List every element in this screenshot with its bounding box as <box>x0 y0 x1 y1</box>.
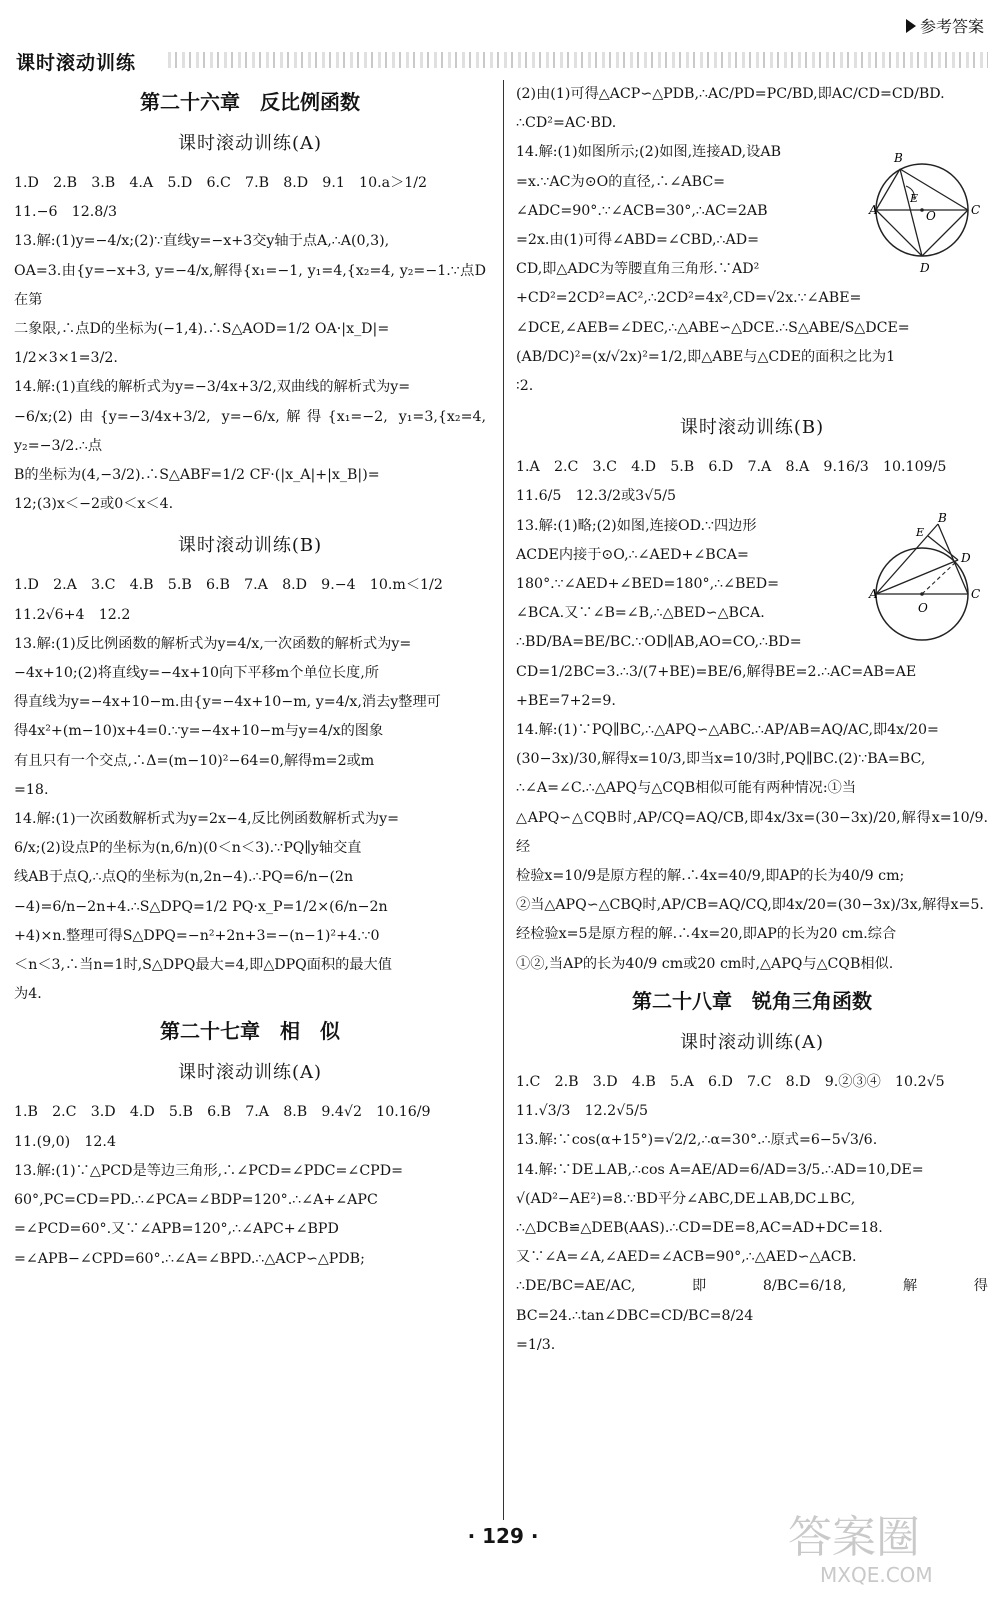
answer-line: √(AD²−AE²)=8.∵BD平分∠ABC,DE⊥AB,DC⊥BC, <box>516 1190 856 1207</box>
fig2-label-c: C <box>971 586 981 601</box>
chapter-title: 第二十八章 锐角三角函数 <box>632 988 872 1013</box>
answer-line: 1.C 2.B 3.D 4.B 5.A 6.D 7.C 8.D 9.②③④ 10.2√5 <box>516 1073 945 1090</box>
lesson-title: 课时滚动训练(A) <box>177 133 323 154</box>
answer-line: 60°,PC=CD=PD.∴∠PCA=∠BDP=120°.∴∠A+∠APC <box>14 1192 378 1209</box>
answer-line: ∠ADC=90°.∵∠ACB=30°,∴AC=2AB <box>516 202 768 219</box>
answer-line: ∴BD/BA=BE/BC.∵OD∥AB,AO=CO,∴BD= <box>516 634 802 651</box>
answer-line: 1.D 2.A 3.C 4.B 5.B 6.B 7.A 8.D 9.−4 10.m＜1/2 <box>14 577 443 594</box>
answer-line: 14.解:(1)直线的解析式为y=−3/4x+3/2,双曲线的解析式为y= <box>14 379 411 396</box>
fig2-label-o: O <box>918 600 928 615</box>
chapter-title: 第二十六章 反比例函数 <box>140 90 360 114</box>
fig2-label-e: E <box>916 525 925 539</box>
chapter-title: 第二十七章 相 似 <box>160 1019 340 1044</box>
answer-line: ∴DE/BC=AE/AC,即8/BC=6/18,解得BC=24.∴tan∠DBC=CD/BC=8/24 <box>516 1278 988 1324</box>
answer-line: (30−3x)/30,解得x=10/3,即当x=10/3时,PQ∥BC.(2)∵BA=BC, <box>516 751 926 768</box>
answer-line: 11.√3/3 12.2√5/5 <box>516 1103 649 1120</box>
lesson-title: 课时滚动训练(B) <box>177 535 323 557</box>
answer-line: (2)由(1)可得△ACP∽△PDB,∴AC/PD=PC/BD,即AC/CD=CD/BD. <box>516 86 945 102</box>
answer-line: 6/x;(2)设点P的坐标为(n,6/n)(0＜n＜3).∵PQ∥y轴交直 <box>14 840 362 857</box>
answer-line: 11.−6 12.8/3 <box>14 204 118 221</box>
answer-line: =∠APB−∠CPD=60°.∴∠A=∠BPD.∴△ACP∽△PDB; <box>14 1250 365 1267</box>
answer-line: 11.6/5 12.3/2或3√5/5 <box>516 488 677 505</box>
answer-line: −6/x;(2)由{y=−3/4x+3/2, y=−6/x,解得{x₁=−2, y₁=3,{x₂=4, y₂=−3/2.∴点 <box>14 408 491 454</box>
answer-line: ②当△APQ∽△CBQ时,AP/CB=AQ/CQ,即4x/20=(30−3x)/3x,解得x=5. <box>516 897 984 914</box>
answer-line: OA=3.由{y=−x+3, y=−4/x,解得{x₁=−1, y₁=4,{x₂=4, y₂=−1.∵点D在第 <box>14 262 486 308</box>
fig1-label-c: C <box>971 203 981 218</box>
answer-line: 12;(3)x＜−2或0＜x＜4. <box>14 496 174 513</box>
answer-line: ∴∠A=∠C.∴△APQ与△CQB相似可能有两种情况:①当 <box>516 780 857 797</box>
fig1-label-e: E <box>910 192 919 206</box>
page-number: · 129 · <box>467 1524 539 1548</box>
answer-line: −4)=6/n−2n+4.∴S△DPQ=1/2 PQ·x_P=1/2×(6/n−2n <box>14 898 388 915</box>
answer-line: 11.2√6+4 12.2 <box>14 606 131 623</box>
answer-line: −4x+10;(2)将直线y=−4x+10向下平移m个单位长度,所 <box>14 665 379 682</box>
fig2-label-b: B <box>938 510 947 525</box>
header-title: 课时滚动训练 <box>16 52 137 74</box>
answer-line: ∠DCE,∠AEB=∠DEC,∴△ABE∽△DCE.∴S△ABE/S△DCE= <box>516 319 910 336</box>
right-column <box>516 80 988 1360</box>
answer-line: 线AB于点Q,∴点Q的坐标为(n,2n−4).∴PQ=6/n−(2n <box>14 869 354 886</box>
answer-line: +BE=7+2=9. <box>516 692 616 709</box>
fig1-label-d: D <box>920 261 930 276</box>
answer-line: 14.解:(1)如图所示;(2)如图,连接AD,设AB <box>516 144 781 161</box>
answer-line: 为4. <box>14 986 42 1003</box>
header-section-text: 参考答案 <box>919 17 984 36</box>
lesson-title: 课时滚动训练(A) <box>177 1062 323 1084</box>
answer-line: B的坐标为(4,−3/2).∴S△ABF=1/2 CF·(|x_A|+|x_B|)= <box>14 467 380 484</box>
lesson-title: 课时滚动训练(B) <box>679 417 825 439</box>
answer-line: =18. <box>14 781 49 798</box>
answer-line: 180°.∵∠AED+∠BED=180°,∴∠BED= <box>516 576 780 593</box>
answer-line: 得4x²+(m−10)x+4=0.∵y=−4x+10−m与y=4/x的图象 <box>14 723 384 740</box>
fig1-label-a: A <box>869 203 878 218</box>
answer-line: 14.解:(1)∵PQ∥BC,∴△APQ∽△ABC.∴AP/AB=AQ/AC,即4x/20= <box>516 722 939 739</box>
answer-line: 1.D 2.B 3.B 4.A 5.D 6.C 7.B 8.D 9.1 10.a＞1/2 <box>14 175 428 191</box>
answer-line: =x.∵AC为⊙O的直径,∴∠ABC= <box>516 173 726 190</box>
answer-line: 二象限,∴点D的坐标为(−1,4).∴S△AOD=1/2 OA·|x_D|= <box>14 321 390 338</box>
lesson-title: 课时滚动训练(A) <box>679 1031 825 1053</box>
fig1-label-b: B <box>894 151 903 166</box>
answer-line: ①②,当AP的长为40/9 cm或20 cm时,△APQ与△CQB相似. <box>516 955 894 972</box>
page-header <box>0 0 1006 72</box>
column-divider <box>503 80 504 1520</box>
header-decorative-band <box>168 52 988 68</box>
answer-line: 1.A 2.C 3.C 4.D 5.B 6.D 7.A 8.A 9.16/3 10.109/5 <box>516 459 947 476</box>
answer-line: 经检验x=5是原方程的解.∴4x=20,即AP的长为20 cm.综合 <box>516 926 897 943</box>
answer-line: ∶2. <box>516 378 534 395</box>
answer-line: 检验x=10/9是原方程的解.∴4x=40/9,即AP的长为40/9 cm; <box>516 868 905 885</box>
answer-line: ∴△DCB≌△DEB(AAS).∴CD=DE=8,AC=AD+DC=18. <box>516 1219 883 1236</box>
left-column <box>14 80 491 1274</box>
answer-line: 13.解:∵cos(α+15°)=√2/2,∴α=30°.∴原式=6−5√3/6. <box>516 1132 878 1149</box>
answer-line: 得直线为y=−4x+10−m.由{y=−4x+10−m, y=4/x,消去y整理可 <box>14 694 441 711</box>
answer-line: 13.解:(1)反比例函数的解析式为y=4/x,一次函数的解析式为y= <box>14 635 412 652</box>
answer-line: △APQ∽△CQB时,AP/CQ=AQ/CB,即4x/3x=(30−3x)/20,解得x=10/9.经 <box>516 809 988 855</box>
answer-line: 14.解:∵DE⊥AB,∴cos A=AE/AD=6/AD=3/5.∴AD=10,DE= <box>516 1161 924 1178</box>
answer-line: 1.B 2.C 3.D 4.D 5.B 6.B 7.A 8.B 9.4√2 10.16/9 <box>14 1104 431 1121</box>
fig2-label-d: D <box>961 550 971 565</box>
answer-line: ＜n＜3,∴当n=1时,S△DPQ最大=4,即△DPQ面积的最大值 <box>14 957 392 974</box>
watermark-logo <box>780 1500 990 1590</box>
answer-line: +CD²=2CD²=AC²,∴2CD²=4x²,CD=√2x.∵∠ABE= <box>516 290 862 307</box>
circle-diagram-14a <box>870 140 988 280</box>
answer-line: ∴CD²=AC·BD. <box>516 115 617 132</box>
answer-line: +4)×n.整理可得S△DPQ=−n²+2n+3=−(n−1)²+4.∵0 <box>14 927 380 944</box>
answer-line: 又∵∠A=∠A,∠AED=∠ACB=90°,∴△AED∽△ACB. <box>516 1249 857 1266</box>
header-section-label <box>906 14 984 37</box>
answer-line: =1/3. <box>516 1336 556 1353</box>
answer-line: (AB/DC)²=(x/√2x)²=1/2,即△ABE与△CDE的面积之比为1 <box>516 348 896 365</box>
answer-line: CD,即△ADC为等腰直角三角形.∵AD² <box>516 261 760 278</box>
fig1-label-o: O <box>926 209 936 224</box>
answer-line: =∠PCD=60°.又∵∠APB=120°,∴∠APC+∠BPD <box>14 1221 339 1238</box>
answer-line: 13.解:(1)∵△PCD是等边三角形,∴∠PCD=∠PDC=∠CPD= <box>14 1162 403 1179</box>
answer-line: CD=1/2BC=3.∴3/(7+BE)=BE/6,解得BE=2.∴AC=AB=AE <box>516 663 917 680</box>
answer-line: 13.解:(1)略;(2)如图,连接OD.∵四边形 <box>516 517 757 534</box>
answer-line: 13.解:(1)y=−4/x;(2)∵直线y=−x+3交y轴于点A,∴A(0,3), <box>14 233 390 250</box>
answer-line: ∠BCA.又∵∠B=∠B,∴△BED∽△BCA. <box>516 605 765 622</box>
triangle-marker-icon <box>906 19 916 33</box>
answer-line: 11.(9,0) 12.4 <box>14 1133 116 1150</box>
fig2-label-a: A <box>869 586 878 601</box>
circle-diagram-13b <box>869 510 988 646</box>
answer-line: 有且只有一个交点,∴Δ=(m−10)²−64=0,解得m=2或m <box>14 752 375 769</box>
watermark-url: MXQE.COM <box>820 1563 933 1587</box>
answer-line: 14.解:(1)一次函数解析式为y=2x−4,反比例函数解析式为y= <box>14 811 400 828</box>
watermark-text: 答案圈 <box>788 1512 920 1563</box>
answer-line: ACDE内接于⊙O,∴∠AED+∠BCA= <box>516 546 749 563</box>
answer-line: =2x.由(1)可得∠ABD=∠CBD,∴AD= <box>516 232 759 249</box>
answer-line: 1/2×3×1=3/2. <box>14 350 118 367</box>
